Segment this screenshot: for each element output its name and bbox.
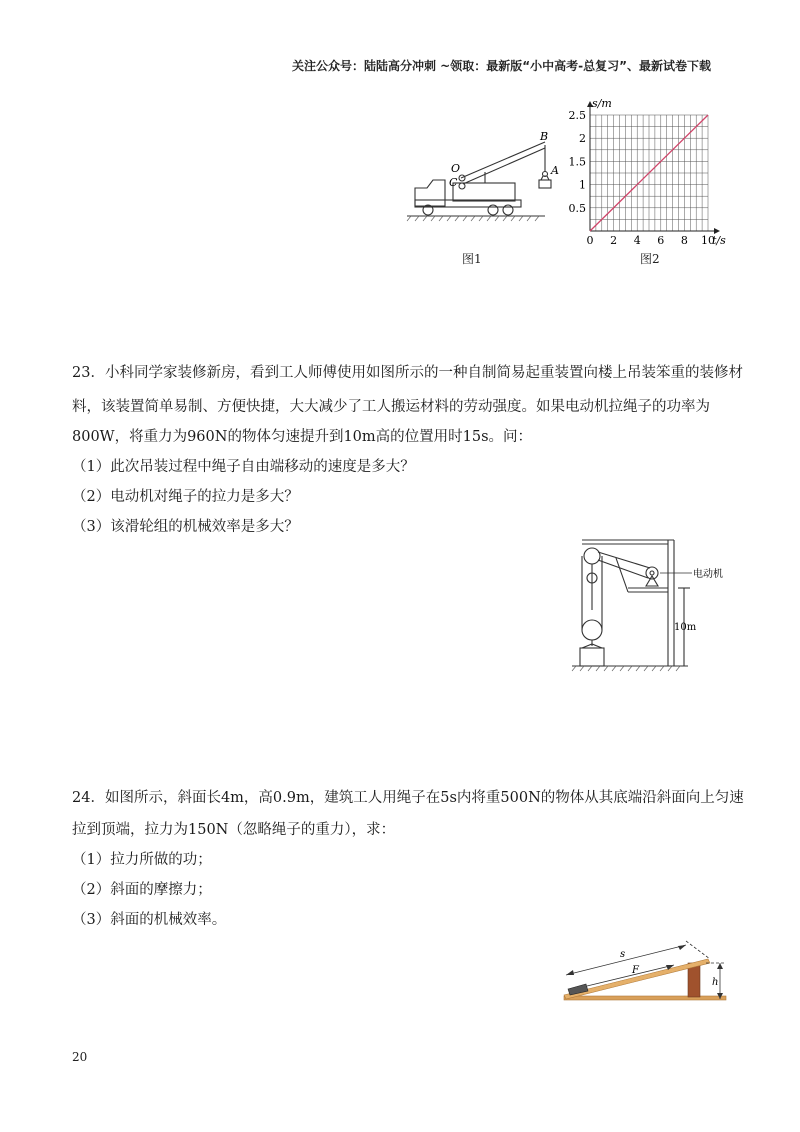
y-tick-label: 1.5 bbox=[568, 155, 586, 169]
x-tick-label: 4 bbox=[633, 234, 641, 247]
x-tick-label: 10 bbox=[701, 234, 715, 247]
q23-line-3: 800W，将重力为960N的物体匀速提升到10m高的位置用时15s。问： bbox=[72, 429, 533, 445]
y-tick-label: 0.5 bbox=[568, 201, 586, 215]
figure-1-crane bbox=[405, 128, 575, 228]
y-tick-label: 1 bbox=[579, 178, 586, 192]
label-b: B bbox=[540, 130, 549, 143]
label-h: h bbox=[712, 977, 719, 988]
x-tick-label: 0 bbox=[586, 234, 594, 247]
q24-sub-1: （1）拉力所做的功； bbox=[72, 852, 212, 868]
page-number: 20 bbox=[72, 1050, 88, 1064]
page-header: 关注公众号：陆陆高分冲刺 ~领取：最新版“小中高考-总复习”、最新试卷下载 bbox=[292, 59, 711, 73]
q23-sub-3: （3）该滑轮组的机械效率是多大？ bbox=[72, 519, 299, 535]
label-s: s bbox=[620, 949, 626, 960]
label-f: F bbox=[632, 965, 639, 976]
chart-y-label: s/m bbox=[592, 97, 612, 110]
label-motor: 电动机 bbox=[693, 569, 723, 580]
figure-1-caption: 图1 bbox=[462, 252, 482, 266]
q23-line-1: 23．小科同学家装修新房，看到工人师傅使用如图所示的一种自制简易起重装置向楼上吊装笨重的装修材 bbox=[72, 365, 743, 381]
label-o: O bbox=[451, 162, 461, 175]
label-height: 10m bbox=[674, 622, 697, 633]
q24-line-2: 拉到顶端，拉力为150N（忽略绳子的重力），求： bbox=[72, 822, 396, 838]
y-tick-label: 2 bbox=[579, 132, 586, 146]
q24-sub-2: （2）斜面的摩擦力； bbox=[72, 882, 212, 898]
figure-3-pulley bbox=[568, 538, 733, 676]
x-tick-label: 6 bbox=[657, 234, 665, 247]
q24-line-1: 24．如图所示，斜面长4m，高0.9m，建筑工人用绳子在5s内将重500N的物体从其底端沿斜面向上匀速 bbox=[72, 790, 744, 806]
x-tick-label: 8 bbox=[680, 234, 688, 247]
q23-sub-2: （2）电动机对绳子的拉力是多大？ bbox=[72, 489, 299, 505]
label-a: A bbox=[551, 164, 559, 177]
q23-sub-1: （1）此次吊装过程中绳子自由端移动的速度是多大？ bbox=[72, 459, 415, 475]
figure-4-incline bbox=[556, 933, 731, 1005]
q23-line-2: 料，该装置简单易制、方便快捷，大大减少了工人搬运材料的劳动强度。如果电动机拉绳子的功率为 bbox=[72, 399, 710, 415]
figure-2-caption: 图2 bbox=[640, 252, 660, 266]
figure-2-chart bbox=[560, 96, 740, 248]
y-tick-label: 2.5 bbox=[568, 109, 586, 122]
label-c: C bbox=[449, 176, 458, 189]
chart-x-label: t/s bbox=[712, 234, 726, 247]
x-tick-label: 2 bbox=[610, 234, 618, 247]
q24-sub-3: （3）斜面的机械效率。 bbox=[72, 912, 227, 928]
